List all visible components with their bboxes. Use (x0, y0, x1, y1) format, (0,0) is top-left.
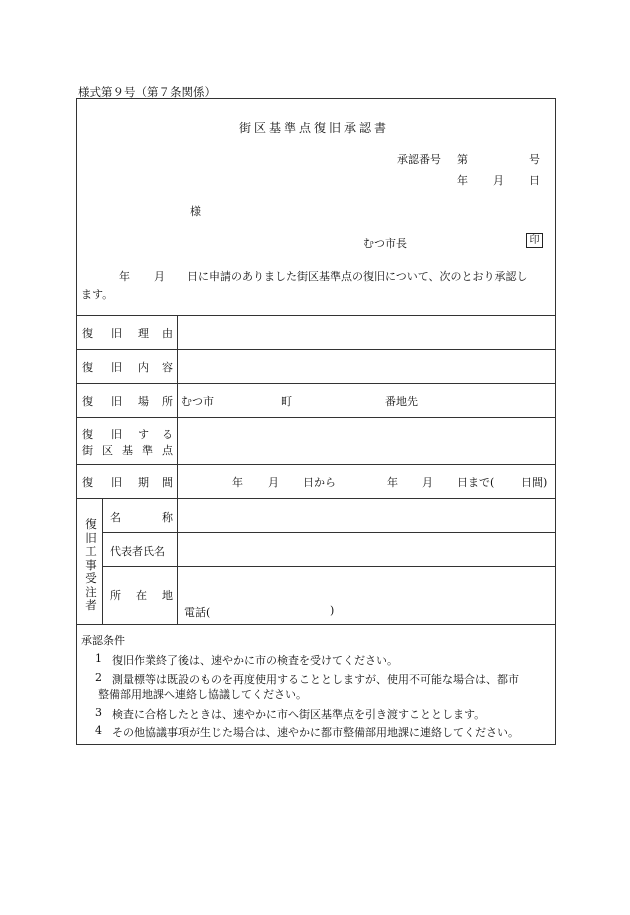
column-divider (177, 315, 178, 624)
label-place-char: 場 (138, 395, 149, 408)
label-name-char: 称 (162, 511, 173, 524)
condition-text: 検査に合格したときは、速やかに市へ街区基準点を引き渡すこととします。 (112, 708, 486, 721)
column-divider (102, 498, 103, 624)
label-place-char: 復 (82, 395, 93, 408)
seal-mark: 印 (526, 233, 543, 248)
condition-text: 復旧作業終了後は、速やかに市の検査を受けてください。 (112, 654, 398, 667)
divider (76, 383, 556, 384)
form-frame (76, 98, 556, 745)
condition-number: 4 (95, 724, 102, 737)
period-from: 日から (303, 476, 336, 489)
label-reason-char: 理 (138, 327, 149, 340)
contractor-group-label: 復旧工事受注者 (85, 517, 97, 612)
label-place-char: 旧 (111, 395, 122, 408)
approval-number-dai: 第 (457, 153, 468, 166)
label-period-char: 間 (162, 476, 173, 489)
document-title: 街区基準点復旧承認書 (239, 121, 390, 135)
period-year2: 年 (387, 476, 398, 489)
label-period-char: 旧 (111, 476, 122, 489)
label-point-char: 準 (142, 444, 153, 457)
divider (76, 417, 556, 418)
label-content-char: 旧 (111, 361, 122, 374)
divider (76, 498, 556, 499)
date-year: 年 (457, 174, 468, 187)
condition-number: 3 (95, 706, 102, 719)
intro-year: 年 (119, 270, 130, 283)
label-representative: 代表者氏名 (110, 545, 165, 558)
label-content-char: 容 (162, 361, 173, 374)
conditions-heading: 承認条件 (81, 634, 125, 647)
phone-close: ) (330, 604, 335, 617)
label-content-char: 内 (138, 361, 149, 374)
label-point-char: 区 (102, 444, 113, 457)
place-banchi: 番地先 (385, 395, 418, 408)
label-point-char: 基 (122, 444, 133, 457)
label-reason-char: 旧 (111, 327, 122, 340)
approval-number-go: 号 (529, 153, 540, 166)
intro-month: 月 (154, 270, 165, 283)
label-period-char: 復 (82, 476, 93, 489)
label-address-char: 所 (110, 589, 121, 602)
period-month2: 月 (422, 476, 433, 489)
label-content-char: 復 (82, 361, 93, 374)
label-point-char: る (162, 428, 173, 441)
label-reason-char: 復 (82, 327, 93, 340)
divider (76, 349, 556, 350)
label-name-char: 名 (110, 511, 121, 524)
label-point-char: 復 (82, 428, 93, 441)
date-day: 日 (529, 174, 540, 187)
date-month: 月 (493, 174, 504, 187)
label-period-char: 期 (138, 476, 149, 489)
intro-text-line1: 日に申請のありました街区基準点の復旧について、次のとおり承認し (187, 270, 528, 283)
label-point-char: 点 (162, 444, 173, 457)
condition-text: 測量標等は既設のものを再度使用することとしますが、使用不可能な場合は、都市 (112, 673, 519, 686)
divider (76, 624, 556, 625)
period-to: 日まで( (457, 476, 495, 489)
label-point-char: 街 (82, 444, 93, 457)
mayor-title: むつ市長 (363, 237, 407, 250)
place-city: むつ市 (181, 395, 214, 408)
intro-text-line2: ます。 (81, 288, 114, 301)
condition-text: その他協議事項が生じた場合は、速やかに都市整備部用地課に連絡してください。 (112, 726, 519, 739)
condition-number: 2 (95, 671, 102, 684)
divider (102, 532, 556, 533)
label-place-char: 所 (162, 395, 173, 408)
label-reason-char: 由 (162, 327, 173, 340)
divider (76, 315, 556, 316)
period-days: 日間) (521, 476, 548, 489)
condition-number: 1 (95, 652, 102, 665)
approval-number-label: 承認番号 (397, 153, 441, 166)
divider (76, 464, 556, 465)
condition-text-cont: 整備部用地課へ連絡し協議してください。 (98, 688, 307, 701)
divider (102, 566, 556, 567)
phone-open: 電話( (184, 606, 211, 619)
form-caption: 様式第９号（第７条関係） (78, 85, 216, 99)
place-town: 町 (281, 395, 292, 408)
period-month1: 月 (268, 476, 279, 489)
label-point-char: す (138, 428, 149, 441)
period-year1: 年 (232, 476, 243, 489)
addressee-sama: 様 (190, 205, 201, 218)
label-address-char: 在 (136, 589, 147, 602)
label-point-char: 旧 (111, 428, 122, 441)
label-address-char: 地 (162, 589, 173, 602)
